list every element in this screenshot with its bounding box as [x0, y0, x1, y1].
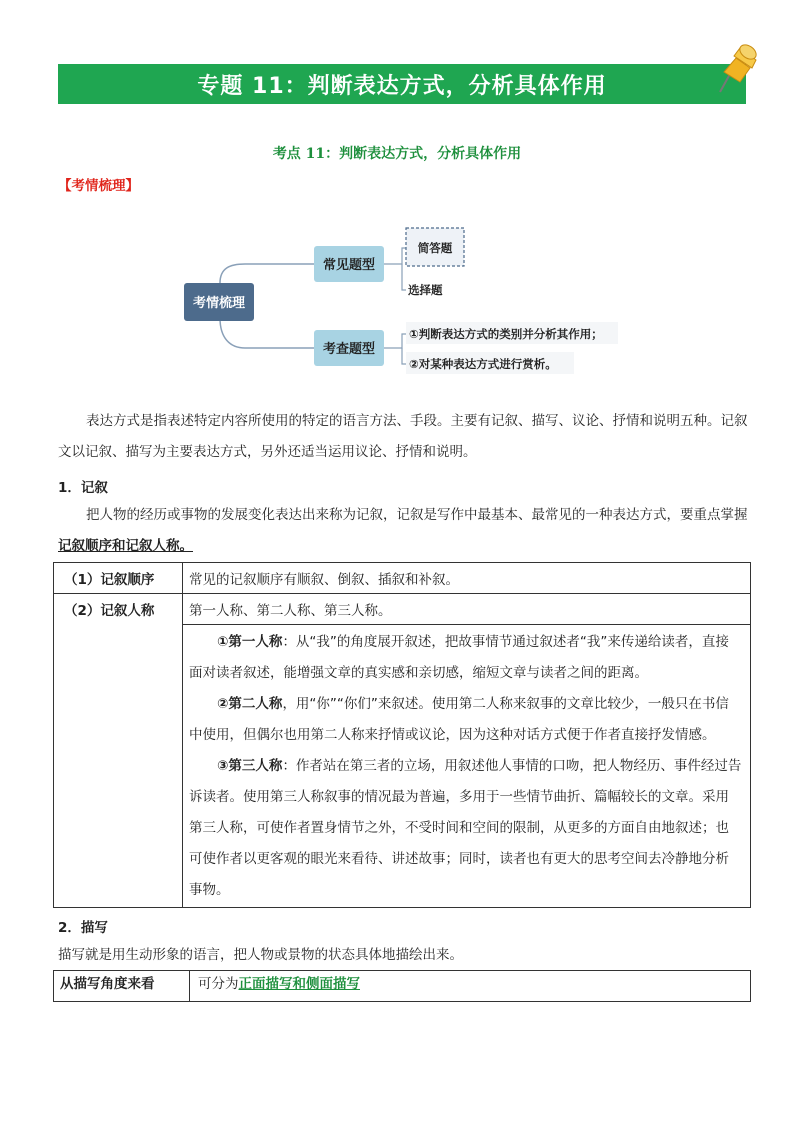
intro-paragraph: 表达方式是指表述特定内容所使用的特定的语言方法、手段。主要有记叙、描写、议论、抒情和说明五种。记叙文以记叙、描写为主要表达方式，另外还适当运用议论、抒情和说明。 — [58, 413, 748, 460]
pov-term: ①第一人称 — [217, 634, 283, 650]
description-table — [53, 970, 751, 1002]
mindmap-root-label: 考情梳理 — [192, 296, 246, 311]
pov-paragraph — [189, 751, 742, 906]
pov-paragraph — [189, 627, 742, 689]
pushpin-icon — [706, 38, 758, 100]
mindmap-leaf-label: ①判断表达方式的类别并分析其作用； — [409, 327, 603, 341]
table-row — [54, 563, 751, 594]
mindmap-branch-label: 常见题型 — [322, 258, 376, 273]
page-title: 专题 11：判断表达方式，分析具体作用 — [197, 73, 607, 99]
narration-description — [58, 500, 748, 562]
title-banner — [58, 64, 746, 104]
topic-subheading: 考点 11：判断表达方式，分析具体作用 — [272, 146, 522, 162]
table-label-cell: （2）记叙人称 — [54, 594, 183, 908]
table-label-cell: （1）记叙顺序 — [54, 563, 183, 594]
description-paragraph: 描写就是用生动形象的语言，把人物或景物的状态具体地描绘出来。 — [58, 947, 463, 963]
mindmap-branch-label: 考查题型 — [322, 342, 376, 357]
mindmap-leaf-label: ②对某种表达方式进行赏析。 — [409, 357, 557, 371]
narration-table — [53, 562, 751, 908]
table-value-text: 可分为 — [198, 976, 239, 992]
table-row — [54, 594, 751, 625]
narration-desc-text: 把人物的经历或事物的发展变化表达出来称为记叙，记叙是写作中最基本、最常见的一种表达方式，要重点掌握 — [86, 507, 748, 523]
pov-term: ②第二人称 — [217, 696, 283, 712]
section-heading-narration: 1．记叙 — [58, 480, 108, 496]
pov-text: ：作者站在第三者的立场，用叙述他人事情的口吻，把人物经历、事件经过告诉读者。使用第三人称叙事的情况最为普遍，多用于一些情节曲折、篇幅较长的文章。采用第三人称，可使作者置身情节之外，不受时间和空间的限制，从更多的方面自由地叙述；也可使作者以更客观的眼光来看待、讲述故事；同时，读者也有更大的思考空间去冷静地分析事物。 — [189, 758, 742, 898]
narration-desc-emphasis: 记叙顺序和记叙人称。 — [58, 538, 193, 554]
pov-text: ：从“我”的角度展开叙述，把故事情节通过叙述者“我”来传递给读者，直接面对读者叙述，能增强文章的真实感和亲切感，缩短文章与读者之间的距离。 — [189, 634, 729, 681]
section-heading-description: 2．描写 — [58, 920, 108, 936]
table-row — [54, 971, 751, 1002]
table-value-cell — [190, 971, 751, 1002]
table-value-cell: 第一人称、第二人称、第三人称。 — [183, 594, 751, 625]
pov-text: ，用“你”“你们”来叙述。使用第二人称来叙事的文章比较少，一般只在书信中使用，但偶尔也用第二人称来抒情或议论，因为这种对话方式便于作者直接抒发情感。 — [189, 696, 729, 743]
mindmap-diagram — [180, 218, 630, 378]
pov-paragraph — [189, 689, 742, 751]
pov-term: ③第三人称 — [217, 758, 283, 774]
table-label-cell: 从描写角度来看 — [54, 971, 190, 1002]
pov-explanation-cell — [183, 625, 751, 908]
section-tag: 【考情梳理】 — [58, 178, 139, 194]
mindmap-leaf-label: 简答题 — [417, 241, 453, 255]
table-value-cell: 常见的记叙顺序有顺叙、倒叙、插叙和补叙。 — [183, 563, 751, 594]
mindmap-leaf-label: 选择题 — [408, 283, 443, 297]
table-value-emphasis: 正面描写和侧面描写 — [238, 976, 360, 992]
